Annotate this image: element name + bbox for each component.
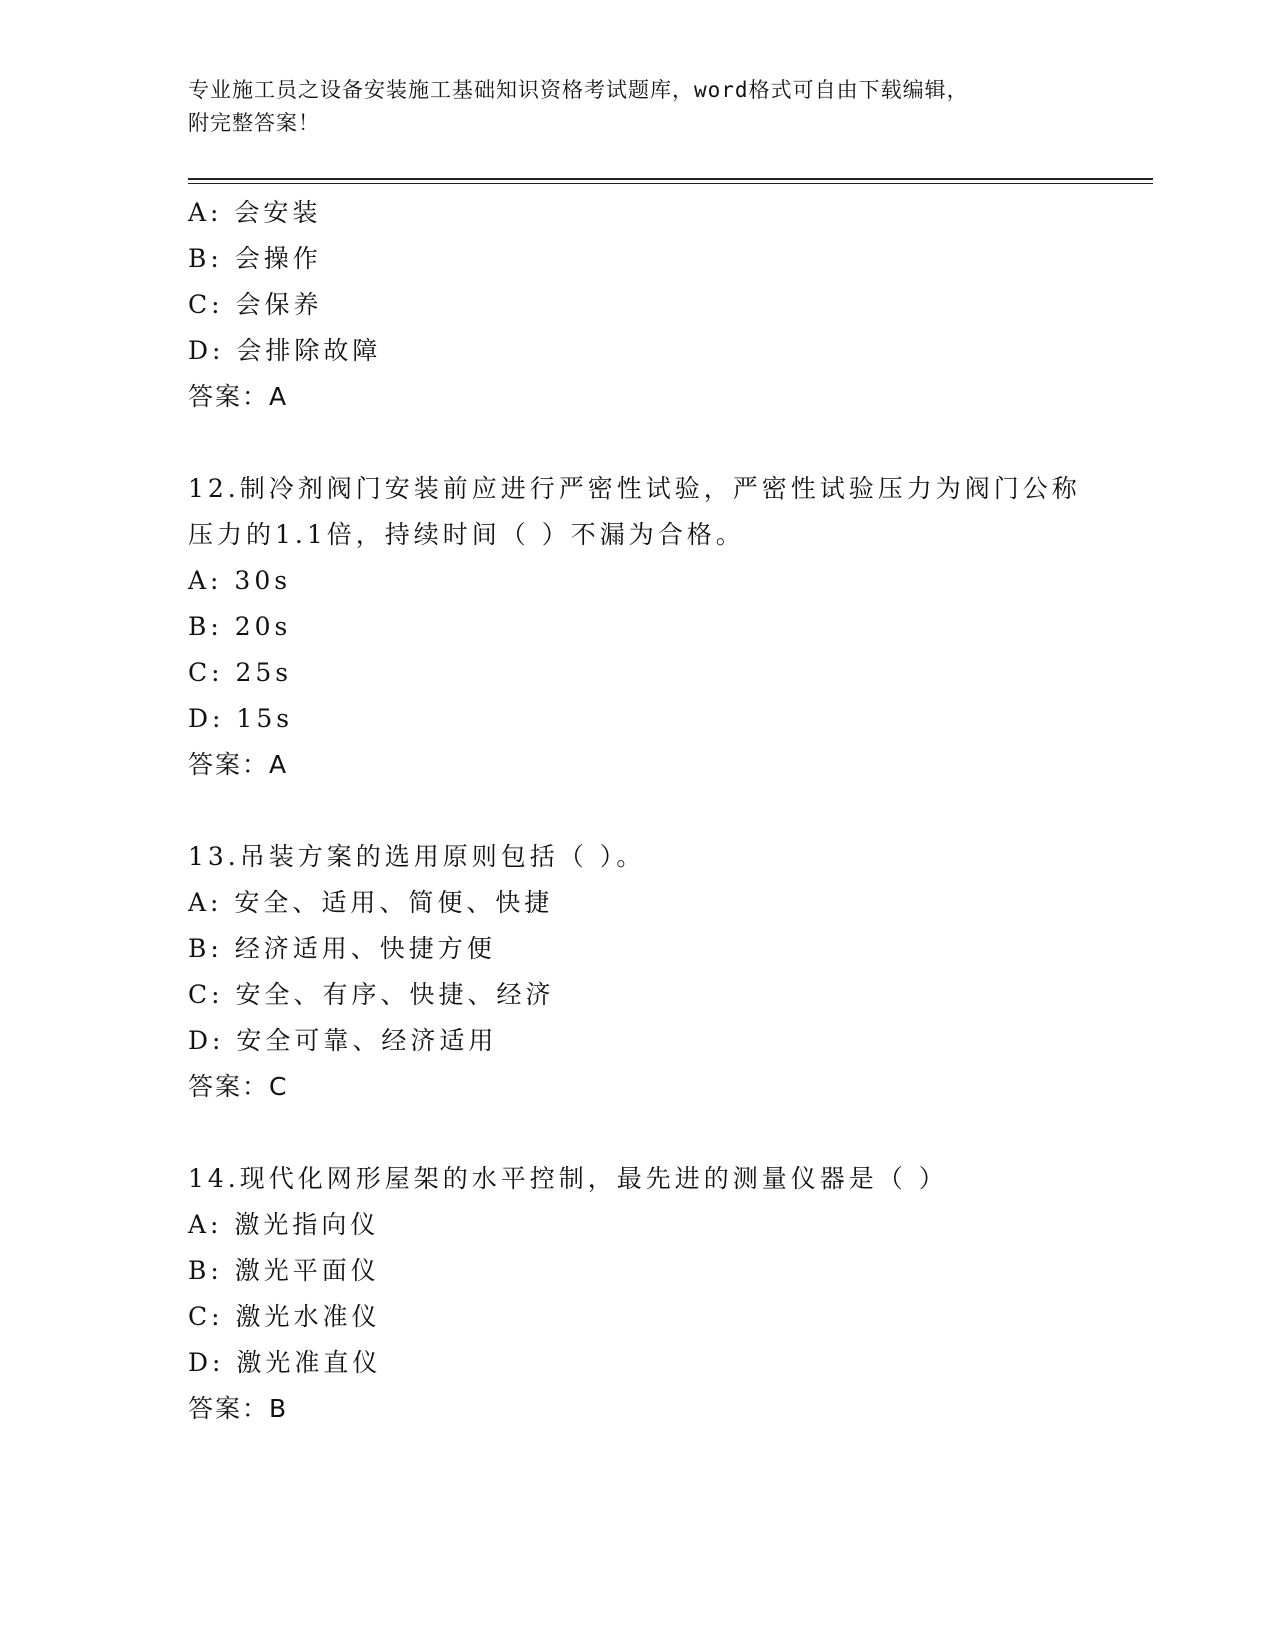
- option-b: B: 会操作: [188, 244, 322, 273]
- document-header: [188, 74, 1088, 140]
- header-line-2: 附完整答案！: [188, 111, 320, 135]
- option-a: A: 30s: [188, 566, 292, 595]
- question-12: [188, 466, 1108, 788]
- answer-line: 答案：A: [188, 382, 289, 411]
- option-b: B: 经济适用、快捷方便: [188, 934, 496, 963]
- question-stem-line-2: 压力的1.1倍，持续时间（ ）不漏为合格。: [188, 520, 745, 549]
- option-c: C: 安全、有序、快捷、经济: [188, 980, 555, 1009]
- option-b: B: 激光平面仪: [188, 1256, 380, 1285]
- answer-line: 答案：C: [188, 1072, 289, 1101]
- option-c: C: 激光水准仪: [188, 1302, 381, 1331]
- option-c: C: 会保养: [188, 290, 323, 319]
- header-line-1: 专业施工员之设备安装施工基础知识资格考试题库，word格式可自由下载编辑，: [188, 78, 969, 102]
- option-a: A: 激光指向仪: [188, 1210, 380, 1239]
- question-stem-line-1: 14.现代化网形屋架的水平控制，最先进的测量仪器是（ ）: [188, 1164, 948, 1193]
- answer-line: 答案：A: [188, 750, 289, 779]
- header-divider-thin: [188, 183, 1153, 184]
- question-stem-line-1: 12.制冷剂阀门安装前应进行严密性试验，严密性试验压力为阀门公称: [188, 474, 1081, 503]
- spacer: [188, 788, 1108, 834]
- question-stem-line-1: 13.吊装方案的选用原则包括（ ）。: [188, 842, 646, 871]
- option-c: C: 25s: [188, 658, 293, 687]
- option-d: D: 会排除故障: [188, 336, 382, 365]
- spacer: [188, 420, 1108, 466]
- question-14: [188, 1156, 1108, 1432]
- option-a: A: 会安装: [188, 198, 322, 227]
- header-divider-thick: [188, 178, 1153, 180]
- previous-question-tail: [188, 190, 1108, 420]
- spacer: [188, 1110, 1108, 1156]
- option-d: D: 安全可靠、经济适用: [188, 1026, 498, 1055]
- question-list: [188, 190, 1108, 1432]
- option-d: D: 15s: [188, 704, 294, 733]
- option-d: D: 激光准直仪: [188, 1348, 382, 1377]
- option-a: A: 安全、适用、简便、快捷: [188, 888, 554, 917]
- answer-line: 答案：B: [188, 1394, 289, 1423]
- question-13: [188, 834, 1108, 1110]
- option-b: B: 20s: [188, 612, 292, 641]
